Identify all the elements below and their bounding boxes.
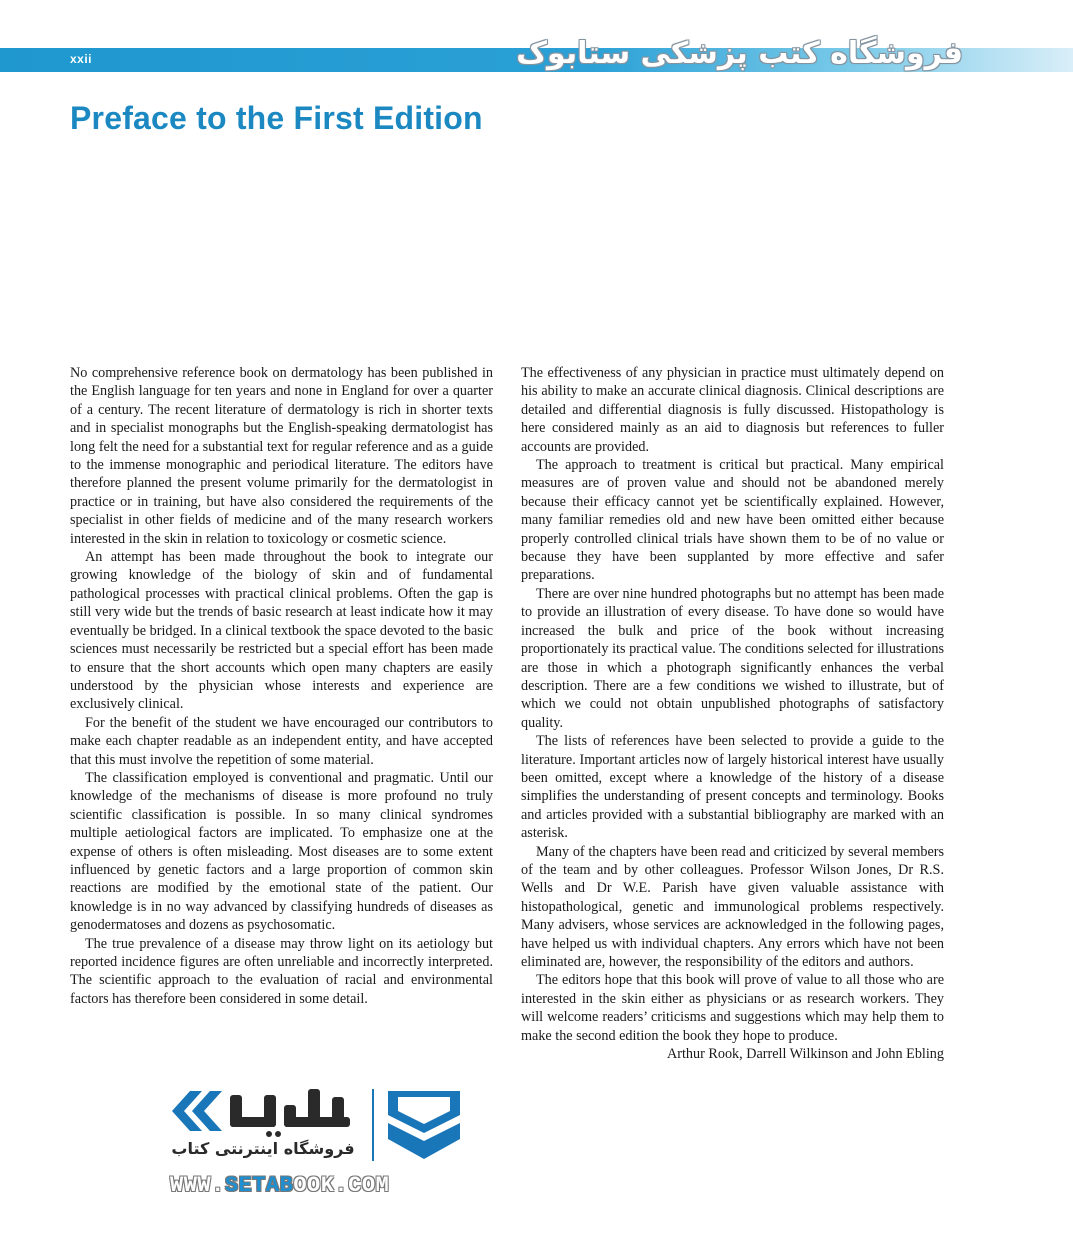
paragraph: The editors hope that this book will prove of value to all those who are interested in the skin either as physicians or as research workers. They will welcome readers’ criticisms and suggestions which may help them to make the second edition the book they hope to produce.	[521, 972, 944, 1044]
watermark-url	[170, 1173, 389, 1198]
url-part: OOK.COM	[293, 1173, 390, 1198]
watermark-divider	[372, 1089, 374, 1161]
paragraph: An attempt has been made throughout the book to integrate our growing knowledge of the biology of skin and of fundamental pathological processes with practical clinical problems. Often the gap is still very wide but the trends of basic research at least indicate how it may eventually be bridged. In a clinical textbook the space devoted to the basic sciences must necessarily be restricted but a special effort has been made to ensure that the short accounts which open many chapters are easily understood by the physician whose interests and experience are exclusively clinical.	[70, 549, 493, 713]
paragraph: The classification employed is conventional and pragmatic. Until our knowledge of the mechanisms of disease is more profound no truly scientific classification is possible. In so many clinical syndromes multiple aetiological factors are implicated. To emphasize one at the expense of others is often misleading. Most diseases are to some extent influenced by genetic factors and a large proportion of common skin reactions are modified by the emotional state of the patient. Our knowledge is in no way advanced by classifying hundreds of diseases as genodermatoses and dozens as psychosomatic.	[70, 769, 493, 934]
watermark-subtitle: فروشگاه اینترنتی کتاب	[171, 1139, 355, 1158]
store-banner-watermark: فروشگاه کتب پزشکی ستابوک	[516, 36, 963, 71]
signature: Arthur Rook, Darrell Wilkinson and John Ebling	[667, 1046, 944, 1063]
page-number: xxii	[70, 52, 93, 66]
url-part-highlight: SETA	[224, 1173, 280, 1198]
paragraph: For the benefit of the student we have encouraged our contributors to make each chapter readable as an independent entity, and have accepted that this must involve the repetition of some material.	[70, 714, 493, 768]
right-column	[521, 364, 944, 1063]
paragraph: The lists of references have been selected to provide a guide to the literature. Important articles now of largely historical interest have usually been omitted, except where a knowledge of the history of a disease simplifies the understanding of present concepts and terminology. Books and articles provided with a substantial bibliography are marked with an asterisk.	[521, 733, 944, 842]
page-title: Preface to the First Edition	[70, 100, 483, 136]
paragraph: No comprehensive reference book on dermatology has been published in the English language for ten years and none in England for over a quarter of a century. The recent literature of dermatology is rich in shorter texts and in specialist monographs but the English-speaking dermatologist has long felt the need for a substantial text for regular reference and as a guide to the immense monographic and periodical literature. The editors have therefore planned the present volume primarily for the dermatologist in practice or in training, but have also considered the requirements of the specialist in other fields of medicine and of the many research workers interested in the skin in relation to toxicology or cosmetic science.	[70, 365, 493, 547]
paragraph: Many of the chapters have been read and criticized by several members of the team and by other colleagues. Professor Wilson Jones, Dr R.S. Wells and Dr W.E. Parish have given valuable assistance with histopathological, genetic and immunological problems respectively. Many advisers, whose services are acknowledged in the following pages, have helped us with individual chapters. Any errors which have not been eliminated are, however, the responsibility of the editors and authors.	[521, 843, 944, 970]
setabook-logo-icon	[168, 1085, 358, 1137]
setabook-emblem-icon	[384, 1087, 464, 1163]
paragraph: The true prevalence of a disease may throw light on its aetiology but reported incidence figures are often unreliable and incorrectly interpreted. The scientific approach to the evaluation of racial and environmental factors has therefore been considered in some detail.	[70, 935, 493, 1007]
paragraph: There are over nine hundred photographs but no attempt has been made to provide an illustration of every disease. To have done so would have increased the bulk and price of the book without increasing proportionately its practical value. The conditions selected for illustrations are those in which a photograph significantly enhances the verbal description. There are a few conditions we wished to illustrate, but of which we could not obtain unpublished photographs of satisfactory quality.	[521, 585, 944, 731]
paragraph: The effectiveness of any physician in practice must ultimately depend on his ability to make an accurate clinical diagnosis. Clinical descriptions are detailed and differential diagnosis is fully discussed. Histopathology is here considered mainly as an aid to diagnosis but references to fuller accounts are provided.	[521, 365, 944, 455]
url-part: WWW.	[170, 1173, 225, 1198]
paragraph: The approach to treatment is critical but practical. Many empirical measures are of proven value and should not be abandoned merely because their efficacy cannot yet be scientifically explained. However, many familiar remedies old and new have been omitted either because properly controlled clinical trials have shown them to be of no value or because they have been supplanted by more effective and safer preparations.	[521, 457, 944, 584]
setabook-watermark	[160, 1085, 470, 1205]
left-column	[70, 364, 493, 1008]
url-part-highlight: B	[279, 1173, 294, 1198]
